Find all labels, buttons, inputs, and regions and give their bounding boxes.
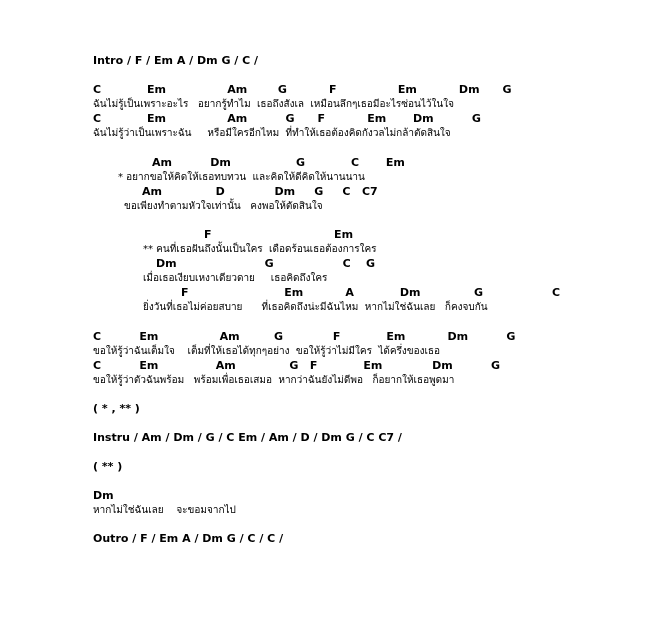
prechorus-chords-2: Am D Dm G C C7 xyxy=(142,185,378,198)
verse1-chords-1: C Em Am G F Em Dm G xyxy=(93,83,512,96)
repeat-marker-2: ( ** ) xyxy=(93,460,123,473)
intro-line: Intro / F / Em A / Dm G / C / xyxy=(93,54,259,67)
ending-lyric: หากไม่ใช่ฉันเลย จะขอมจากไป xyxy=(93,505,236,516)
verse2-chords-2: C Em Am G F Em Dm G xyxy=(93,359,501,372)
verse1-lyric-1: ฉันไม่รู้เป็นเพราะอะไร อยากรู้ทำไม เธอถึงสังเล เหมือนลึกๆเธอมีอะไรซ่อนไว้ในใจ xyxy=(93,99,454,110)
verse2-chords-1: C Em Am G F Em Dm G xyxy=(93,330,516,343)
instru-line: Instru / Am / Dm / G / C Em / Am / D / Dm G / C C7 / xyxy=(93,431,402,444)
verse1-chords-2: C Em Am G F Em Dm G xyxy=(93,112,481,125)
chorus-chords-1: F Em xyxy=(204,228,354,241)
outro-line: Outro / F / Em A / Dm G / C / C / xyxy=(93,532,284,545)
chorus-chords-3: F Em A Dm G C xyxy=(181,286,561,299)
chorus-chords-2: Dm G C G xyxy=(156,257,376,270)
ending-chord: Dm xyxy=(93,489,114,502)
verse2-lyric-2: ขอให้รู้ว่าตัวฉันพร้อม พร้อมเพื่อเธอเสมอ หากว่าฉันยังไม่ดีพอ ก็อยากให้เธอพูดมา xyxy=(93,375,455,386)
prechorus-lyric-1: * อยากขอให้คิดให้เธอทบทวน และคิดให้ดีคิดให้นานนาน xyxy=(118,172,365,183)
prechorus-lyric-2: ขอเพียงทำตามหัวใจเท่านั้น คงพอให้ตัดสินใจ xyxy=(124,201,323,212)
chorus-lyric-3: ยิ่งวันที่เธอไม่ค่อยสบาย ที่เธอคิดถึงน่ะมีฉันไหม หากไม่ใช่ฉันเลย ก็คงจบกัน xyxy=(143,302,488,313)
chorus-lyric-2: เมื่อเธอเงียบเหงาเดียวดาย เธอคิดถึงใคร xyxy=(143,273,328,284)
repeat-marker-1: ( * , ** ) xyxy=(93,402,140,415)
chorus-lyric-1: ** คนที่เธอฝันถึงนั้นเป็นใคร เดือดร้อนเธอต้องการใคร xyxy=(143,244,377,255)
prechorus-chords-1: Am Dm G C Em xyxy=(152,156,405,169)
verse2-lyric-1: ขอให้รู้ว่าฉันเต็มใจ เต็มที่ให้เธอได้ทุกๆอย่าง ขอให้รู้ว่าไม่มีใคร ได้ครึ่งของเธอ xyxy=(93,346,441,357)
verse1-lyric-2: ฉันไม่รู้ว่าเป็นเพราะฉัน หรือมีใครอีกไหม ที่ทำให้เธอต้องคิดกังวลไม่กล้าตัดสินใจ xyxy=(93,128,451,139)
